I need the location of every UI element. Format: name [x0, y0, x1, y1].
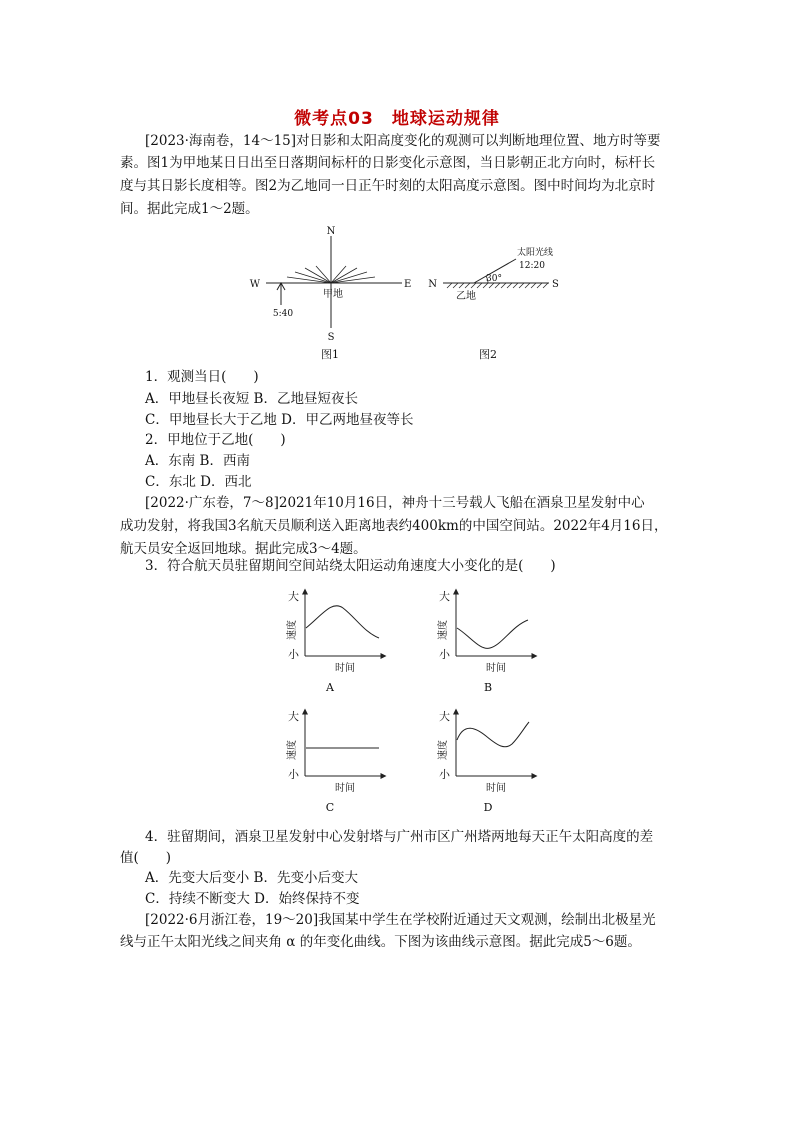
fig1-south-label: S — [327, 332, 335, 343]
passage-3-line-1: [2022·6月浙江卷，19～20]我国某中学生在学校附近通过天文观测，绘制出北极星光 — [145, 912, 656, 928]
graph-b — [436, 589, 536, 694]
q4-options-cd: C．持续不断变大 D．始终保持不变 — [145, 891, 360, 907]
passage-1-line-1: [2023·海南卷，14～15]对日影和太阳高度变化的观测可以判断地理位置、地方时等要 — [145, 133, 661, 149]
fig1-caption: 图1 — [321, 348, 339, 361]
graph-a-x-label: 时间 — [335, 663, 355, 674]
fig2-place-label: 乙地 — [456, 291, 476, 302]
q2-options-cd: C．东北 D．西北 — [145, 474, 252, 490]
passage-1-line-2: 素。图1为甲地某日日出至日落期间标杆的日影变化示意图，当日影朝正北方向时，标杆长 — [120, 155, 656, 171]
passage-3-line-2: 线与正午太阳光线之间夹角 α 的年变化曲线。下图为该曲线示意图。据此完成5～6题。 — [120, 934, 641, 950]
q4-line-2: 值( ) — [120, 850, 172, 866]
q2-stem: 2．甲地位于乙地( ) — [145, 432, 286, 448]
passage-2-line-2: 成功发射，将我国3名航天员顺利送入距离地表约400km的中国空间站。2022年4月16日， — [120, 518, 668, 534]
q4-line-1: 4．驻留期间，酒泉卫星发射中心发射塔与广州市区广州塔两地每天正午太阳高度的差 — [145, 829, 654, 845]
graph-d — [436, 709, 536, 814]
graph-c-y-bottom: 小 — [288, 768, 299, 781]
q4-options-ab: A．先变大后变小 B．先变小后变大 — [145, 870, 358, 886]
fig1-north-label: N — [326, 226, 336, 237]
graph-d-label: D — [483, 801, 493, 814]
graph-a-y-bottom: 小 — [288, 648, 299, 661]
graph-a-label: A — [326, 681, 334, 694]
q3-stem: 3．符合航天员驻留期间空间站绕太阳运动角速度大小变化的是( ) — [145, 558, 556, 574]
fig1-place-label: 甲地 — [323, 289, 343, 300]
q2-options-ab: A．东南 B．西南 — [145, 453, 250, 469]
graph-c-label: C — [325, 801, 335, 814]
graph-b-curve — [457, 620, 528, 648]
page-title: 微考点03 地球运动规律 — [294, 109, 500, 129]
graph-d-curve — [457, 722, 529, 747]
graph-b-y-label: 速度 — [438, 620, 449, 640]
fig2-north-label: N — [428, 279, 437, 290]
graph-a — [285, 589, 385, 694]
graph-b-label: B — [483, 681, 493, 694]
fig1-west-label: W — [249, 279, 260, 290]
graph-d-y-label: 速度 — [438, 740, 449, 760]
graph-d-y-top: 大 — [439, 710, 450, 723]
q1-options-ab: A．甲地昼长夜短 B．乙地昼短夜长 — [145, 391, 358, 407]
graph-c — [285, 709, 385, 814]
fig2-caption: 图2 — [479, 348, 497, 361]
passage-1-line-4: 间。据此完成1～2题。 — [120, 201, 259, 217]
fig2-sunray-label: 太阳光线 — [517, 248, 554, 258]
fig2-angle-label: 30° — [486, 274, 502, 284]
graph-c-y-label: 速度 — [287, 740, 298, 760]
graph-b-y-top: 大 — [439, 590, 450, 603]
fig1-east-label: E — [404, 279, 412, 290]
fig2-south-label: S — [552, 279, 559, 290]
graph-a-curve — [306, 606, 379, 638]
graph-a-y-top: 大 — [288, 590, 299, 603]
graph-b-y-bottom: 小 — [439, 648, 450, 661]
graph-b-x-label: 时间 — [486, 663, 506, 674]
q1-stem: 1．观测当日( ) — [145, 369, 259, 385]
graph-c-y-top: 大 — [288, 710, 299, 723]
passage-2-line-1: [2022·广东卷，7～8]2021年10月16日，神舟十三号载人飞船在酒泉卫星发射中心 — [145, 495, 645, 511]
passage-2-line-3: 航天员安全返回地球。据此完成3～4题。 — [120, 541, 367, 557]
graph-d-x-label: 时间 — [486, 783, 506, 794]
passage-1-line-3: 度与其日影长度相等。图2为乙地同一日正午时刻的太阳高度示意图。图中时间均为北京时 — [120, 178, 656, 194]
graph-c-x-label: 时间 — [335, 783, 355, 794]
q1-options-cd: C．甲地昼长大于乙地 D．甲乙两地昼夜等长 — [145, 412, 414, 428]
graph-d-y-bottom: 小 — [439, 768, 450, 781]
graph-a-y-label: 速度 — [287, 620, 298, 640]
fig2-time-label: 12:20 — [519, 261, 545, 271]
fig1-time-label: 5:40 — [272, 309, 294, 319]
